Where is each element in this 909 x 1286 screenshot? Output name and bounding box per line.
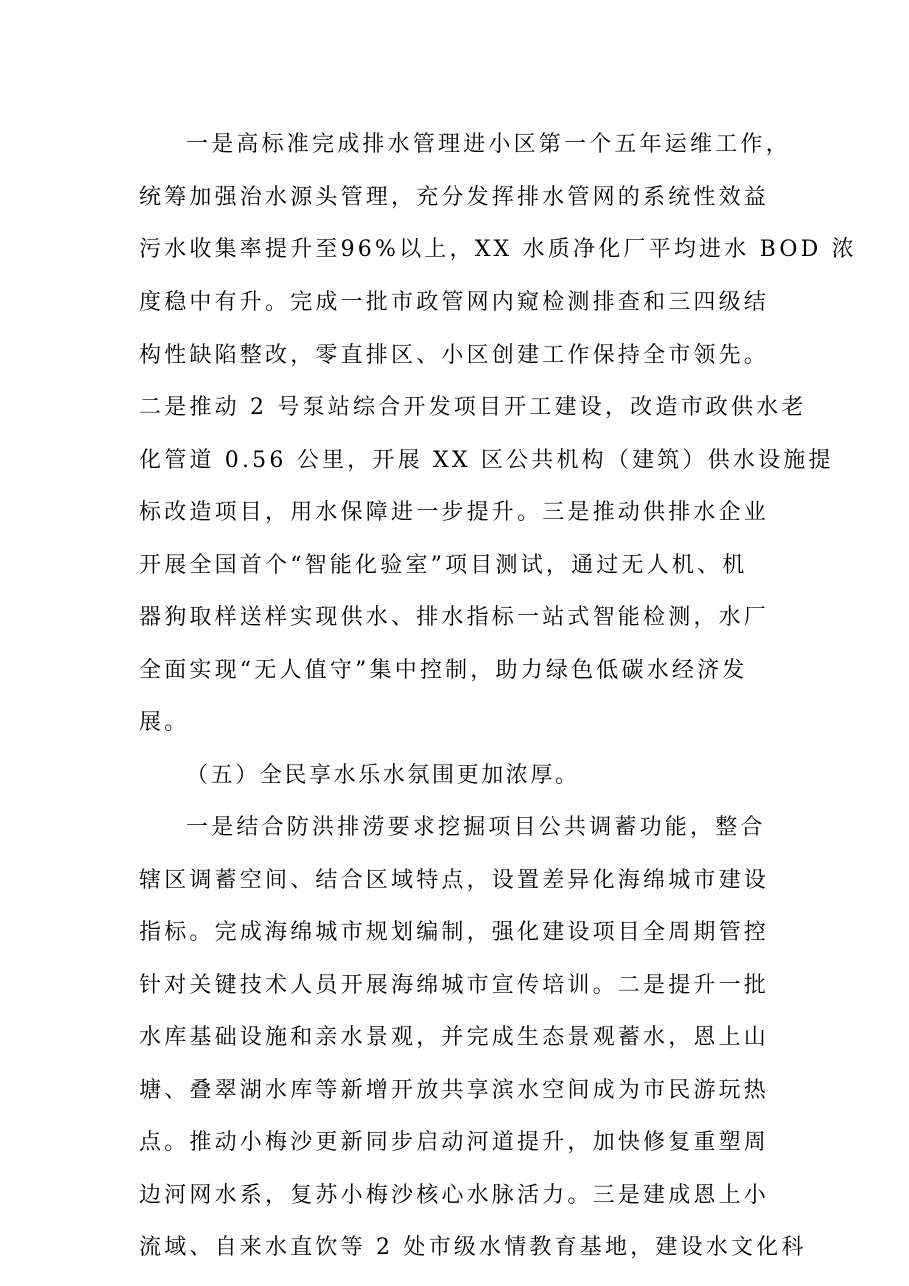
paragraph-line: 塘、叠翠湖水库等新增开放共享滨水空间成为市民游玩热	[139, 1078, 770, 1103]
paragraph-line: 流域、自来水直饮等 2 处市级水情教育基地，建设水文化科	[139, 1235, 807, 1260]
paragraph-line: 器狗取样送样实现供水、排水指标一站式智能检测，水厂	[139, 605, 770, 630]
paragraph-line: 辖区调蓄空间、结合区域特点，设置差异化海绵城市建设	[139, 868, 770, 893]
paragraph-line: 指标。完成海绵城市规划编制，强化建设项目全周期管控	[139, 920, 770, 945]
paragraph-line: 一是结合防洪排涝要求挖掘项目公共调蓄功能，整合	[186, 815, 766, 840]
paragraph-line: 一是高标准完成排水管理进小区第一个五年运维工作，	[186, 132, 791, 157]
paragraph-line: 点。推动小梅沙更新同步启动河道提升，加快修复重塑周	[139, 1130, 770, 1155]
paragraph-line: 水库基础设施和亲水景观，并完成生态景观蓄水，恩上山	[139, 1025, 770, 1050]
paragraph-line: 统筹加强治水源头管理，充分发挥排水管网的系统性效益	[139, 185, 770, 210]
paragraph-line: 边河网水系，复苏小梅沙核心水脉活力。三是建成恩上小	[139, 1183, 770, 1208]
paragraph-line: 构性缺陷整改，零直排区、小区创建工作保持全市领先。	[139, 343, 770, 368]
paragraph-line: 开展全国首个“智能化验室”项目测试，通过无人机、机	[139, 553, 748, 578]
paragraph-line: 二是推动 2 号泵站综合开发项目开工建设，改造市政供水老	[139, 395, 807, 420]
paragraph-line: 污水收集率提升至96%以上，XX 水质净化厂平均进水 BOD 浓	[139, 237, 857, 262]
paragraph-line: 度稳中有升。完成一批市政管网内窥检测排查和三四级结	[139, 290, 770, 315]
paragraph-line: 化管道 0.56 公里，开展 XX 区公共机构（建筑）供水设施提	[139, 448, 834, 473]
paragraph-line: 全面实现“无人值守”集中控制，助力绿色低碳水经济发	[139, 658, 748, 683]
paragraph-line: 针对关键技术人员开展海绵城市宣传培训。二是提升一批	[139, 973, 770, 998]
section-heading: （五）全民享水乐水氛围更加浓厚。	[186, 763, 580, 788]
paragraph-line: 展。	[139, 710, 190, 735]
paragraph-line: 标改造项目，用水保障进一步提升。三是推动供排水企业	[139, 500, 770, 525]
